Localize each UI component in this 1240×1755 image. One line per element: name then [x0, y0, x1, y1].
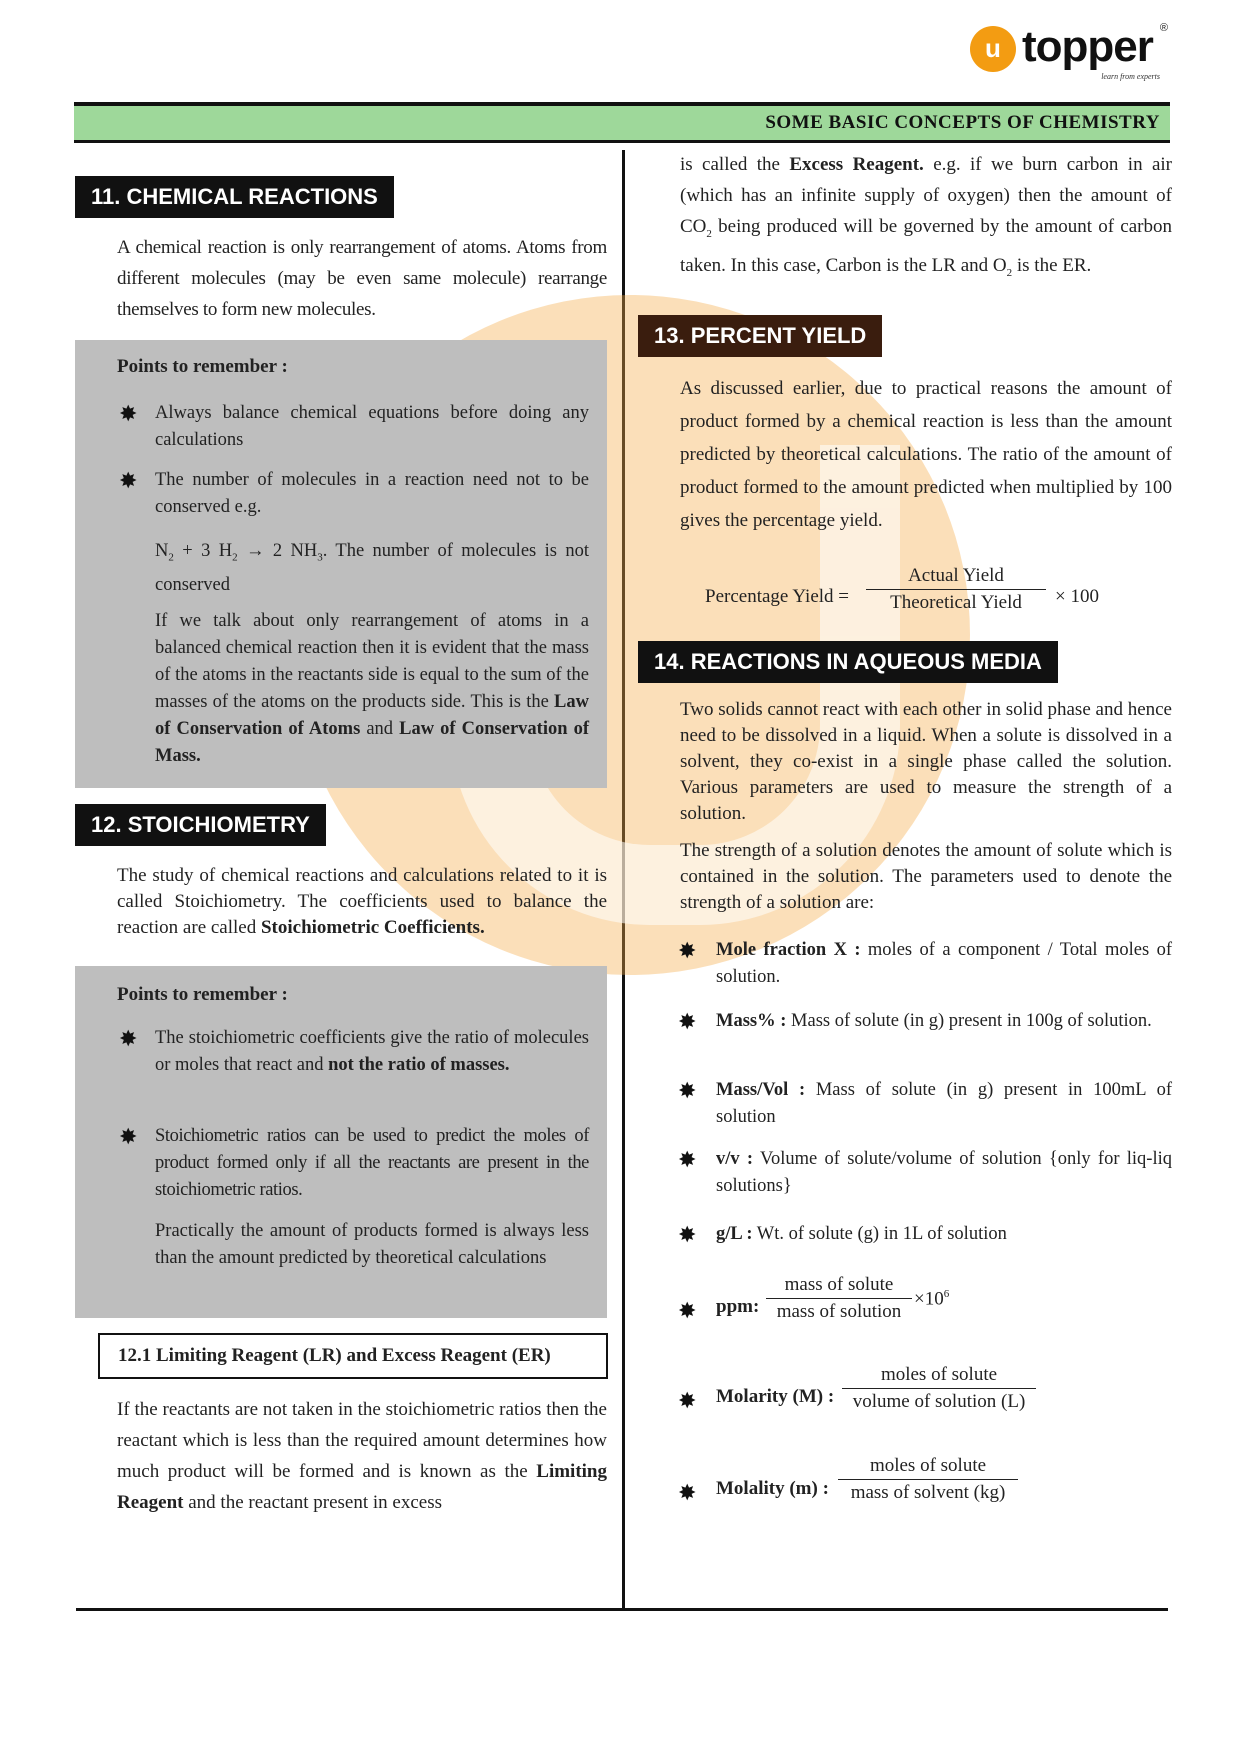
formula-label: Percentage Yield =: [705, 586, 850, 607]
bullet-star-icon: ✸: [678, 1078, 697, 1103]
section-14-text-2: The strength of a solution denotes the amount of solute which is contained in the solution. The parameters used to denote the strength of a solution are:: [680, 840, 1172, 913]
section-11-intro: A chemical reaction is only rearrangement of atoms. Atoms from different molecules (may be even same molecule) rearrange themselves to form new molecules.: [117, 237, 607, 320]
bullet-text: The number of molecules in a reaction need not to be conserved e.g.: [155, 470, 589, 517]
points-title: Points to remember :: [117, 984, 288, 1005]
logo-u-icon: u: [970, 26, 1016, 72]
section-14-text-1: Two solids cannot react with each other in solid phase and hence need to be dissolved in a liquid. When a solute is dissolved in a solvent, they co-exist in a single phase called the solution. Various parameters are used to measure the strength of a solution.: [680, 699, 1172, 824]
bullet-star-icon: ✸: [678, 938, 697, 963]
section-14-heading: 14. REACTIONS IN AQUEOUS MEDIA: [638, 641, 1058, 683]
volume-volume-item: v/v : Volume of solute/volume of solution {only for liq-liq solutions}: [716, 1149, 1172, 1196]
section-13-text: As discussed earlier, due to practical reasons the amount of product formed by a chemical reaction is less than the amount predicted by theoretical calculations. The ratio of the amount of product formed to the amount predicted when multiplied by 100 gives the percentage yield.: [680, 378, 1172, 531]
section-13-heading: 13. PERCENT YIELD: [638, 315, 882, 357]
bullet-text: Stoichiometric ratios can be used to predict the moles of product formed only if all the reactants are present in the stoichiometric ratios.: [155, 1126, 589, 1200]
bullet-text: Always balance chemical equations before doing any calculations: [155, 403, 589, 450]
limiting-reagent-text: If the reactants are not taken in the stoichiometric ratios then the reactant which is less than the required amount determines how much product will be formed and is known as the Limiting Reagent and the reactant present in excess: [117, 1399, 607, 1513]
molarity-label: Molarity (M) :: [716, 1386, 835, 1407]
formula-fraction: Actual Yield Theoretical Yield: [866, 565, 1046, 614]
mass-vol-text: Mass/Vol : Mass of solute (in g) present in 100mL of solution: [716, 1080, 1172, 1127]
grams-per-litre-item: g/L : Wt. of solute (g) in 1L of solution: [716, 1224, 1007, 1244]
excess-reagent-text: is called the Excess Reagent. e.g. if we burn carbon in air (which has an infinite supply of oxygen) then the amount of $CO_2$ being produced will be governed by the amount of carbon taken. In this case, Carbon is the LR and $O_2$ is the ER.: [680, 154, 1172, 279]
ppm-fraction: mass of solute mass of solution: [766, 1274, 912, 1323]
section-12-intro: The study of chemical reactions and calculations related to it is called Stoichiometry. The coefficients used to balance the reaction are called Stoichiometric Coefficients.: [117, 865, 607, 938]
section-12-heading: 12. STOICHIOMETRY: [75, 804, 326, 846]
ppm-multiplier: $\times 10^6$: [914, 1288, 950, 1310]
bottom-rule: [76, 1608, 1168, 1611]
bullet-star-icon: ✸: [678, 1147, 697, 1172]
bullet-star-icon: ✸: [119, 1124, 138, 1149]
bullet-star-icon: ✸: [119, 401, 138, 426]
bullet-text: Practically the amount of products formed is always less than the amount predicted by theoretical calculations: [155, 1221, 589, 1268]
molality-fraction: moles of solute mass of solvent (kg): [838, 1455, 1018, 1504]
bullet-star-icon: ✸: [678, 1298, 697, 1323]
molarity-fraction: moles of solute volume of solution (L): [842, 1364, 1036, 1413]
bullet-star-icon: ✸: [678, 1388, 697, 1413]
chapter-header-bar: [74, 102, 1170, 143]
logo-tagline: learn from experts: [1101, 72, 1160, 81]
points-title: Points to remember :: [117, 356, 288, 377]
bullet-star-icon: ✸: [119, 468, 138, 493]
subsection-12-1-heading: 12.1 Limiting Reagent (LR) and Excess Reagent (ER): [98, 1333, 608, 1379]
section-11-heading: 11. CHEMICAL REACTIONS: [75, 176, 394, 218]
bullet-star-icon: ✸: [678, 1009, 697, 1034]
conservation-text: If we talk about only rearrangement of atoms in a balanced chemical reaction then it is evident that the mass of the atoms in the reactants side is equal to the sum of the masses of the atoms on the products side. This is the Law of Conservation of Atoms and Law of Conservation of Mass.: [155, 611, 589, 766]
logo-text: topper: [1022, 22, 1153, 71]
chapter-title: SOME BASIC CONCEPTS OF CHEMISTRY: [765, 112, 1160, 133]
ppm-label: ppm:: [716, 1296, 760, 1317]
bullet-star-icon: ✸: [678, 1480, 697, 1505]
bullet-star-icon: ✸: [119, 1026, 138, 1051]
molality-label: Molality (m) :: [716, 1478, 829, 1499]
column-divider: [622, 150, 625, 1610]
equation-text: $N_2 + 3$ $H_2 \to 2$ $NH_3$. The number of molecules is not conserved: [155, 541, 589, 595]
logo-registered: ®: [1159, 22, 1168, 34]
points-box-12: [75, 966, 607, 1318]
points-box-11: [75, 340, 607, 788]
bullet-text: The stoichiometric coefficients give the ratio of molecules or moles that react and not the ratio of masses.: [155, 1028, 589, 1075]
mole-fraction-item: Mole fraction X : moles of a component / Total moles of solution.: [716, 940, 1172, 987]
topper-logo: [970, 22, 1170, 82]
formula-multiplier: × 100: [1055, 586, 1099, 607]
mass-percent-item: Mass% : Mass of solute (in g) present in 100g of solution.: [716, 1011, 1152, 1031]
bullet-star-icon: ✸: [678, 1222, 697, 1247]
